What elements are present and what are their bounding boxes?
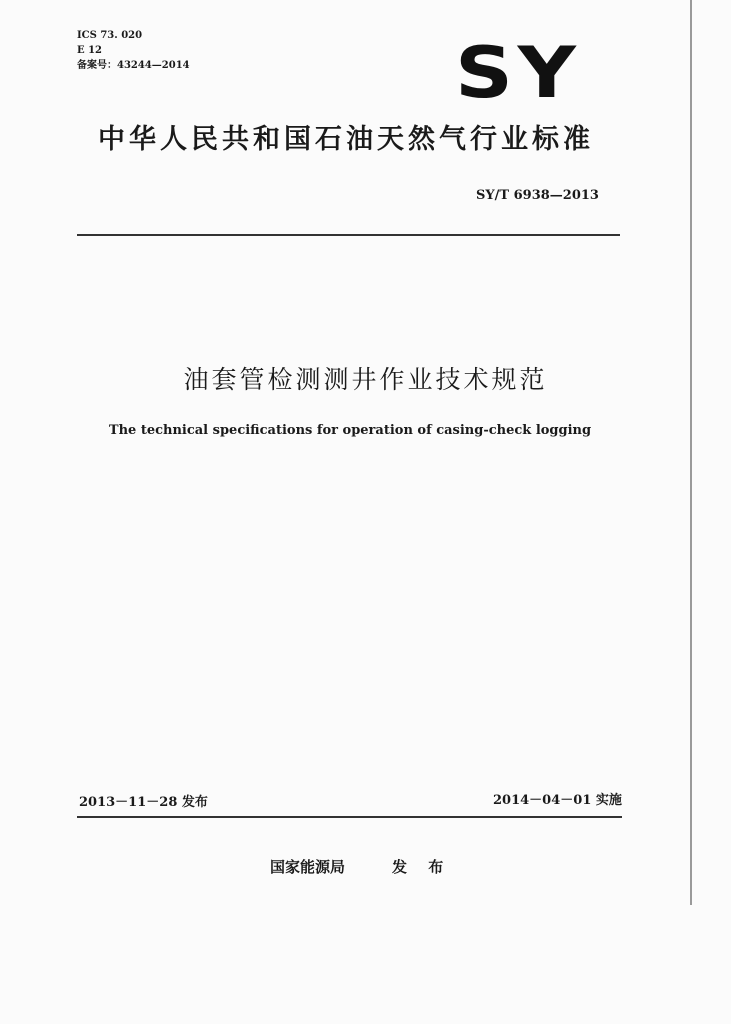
category-code: E 12: [77, 45, 103, 56]
standard-title: 中华人民共和国石油天然气行业标准: [98, 124, 594, 155]
publish-label: 发 布: [392, 858, 452, 876]
implementation-date: 2014－04－01 实施: [493, 793, 622, 808]
top-divider: [77, 234, 620, 236]
record-number: 备案号：43244—2014: [77, 60, 190, 71]
document-title-english: The technical specifications for operation of casing-check logging: [108, 423, 592, 438]
page-edge-line: [690, 0, 692, 905]
issue-date: 2013－11－28 发布: [79, 795, 208, 810]
publisher-name: 国家能源局: [270, 858, 346, 876]
ics-code: ICS 73. 020: [77, 30, 143, 41]
bottom-divider: [77, 816, 622, 818]
standard-code: SY/T 6938—2013: [476, 188, 599, 203]
sy-logo: SY: [455, 32, 581, 114]
classification-block: [77, 28, 190, 73]
document-title-chinese: 油套管检测测井作业技术规范: [183, 365, 548, 394]
